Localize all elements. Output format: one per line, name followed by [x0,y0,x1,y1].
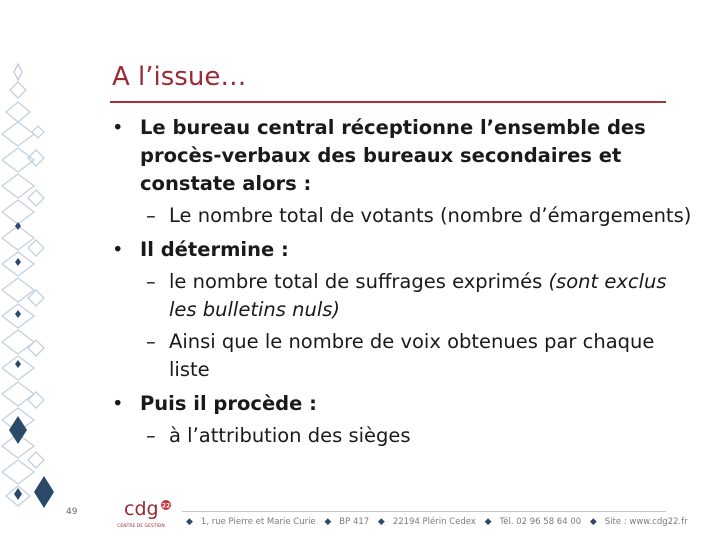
bullet-item [110,236,700,264]
title-underline [110,101,666,103]
footer-contact [186,517,694,527]
diamond-icon: ◆ [589,517,597,527]
bullet-text: Le bureau central réceptionne l’ensemble des procès-verbaux des bureaux secondaires et constate alors : [140,116,646,195]
diamond-icon: ◆ [377,517,385,527]
diamond-icon: ◆ [186,517,193,527]
footer-website[interactable]: Site : www.cdg22.fr [604,517,688,527]
bullet-list [110,114,700,450]
bullet-text: Puis il procède : [140,392,317,415]
footer-divider [182,511,666,512]
diamond-icon: ◆ [324,517,332,527]
bullet-marker: • [112,116,124,139]
bullet-marker: • [112,392,124,415]
slide-title: A l’issue… [112,62,247,92]
sub-bullet-text: à l’attribution des sièges [169,424,411,447]
sub-bullet-text: le nombre total de suffrages exprimés [169,270,549,293]
logo-text: cdg [124,498,159,520]
sub-bullet-italic-text: (sont exclus les bulletins nuls) [169,270,667,321]
page-number: 49 [66,507,78,517]
logo-caption: CENTRE DE GESTION [117,524,165,529]
sub-bullet-item [110,268,700,324]
footer-bp: BP 417 [339,517,370,527]
sub-bullet-item [110,422,700,450]
footer-address: 1, rue Pierre et Marie Curie [200,517,316,527]
diamond-icon: ◆ [484,517,492,527]
diamond-pattern-decoration [0,0,60,520]
bullet-item [110,114,700,198]
sub-bullet-item [110,328,700,384]
dash-marker: – [146,424,156,447]
dash-marker: – [146,270,156,293]
bullet-marker: • [112,238,124,261]
dash-marker: – [146,204,156,227]
footer-city: 22194 Plérin Cedex [392,517,476,527]
logo-number: 22 [161,502,171,510]
footer-phone: Tél. 02 96 58 64 00 [499,517,582,527]
sub-bullet-text: Ainsi que le nombre de voix obtenues par chaque liste [169,330,655,381]
sub-bullet-item [110,202,700,230]
bullet-text: Il détermine : [140,238,289,261]
bullet-item [110,390,700,418]
sub-bullet-text: Le nombre total de votants (nombre d’émargements) [169,204,692,227]
dash-marker: – [146,330,156,353]
cdg22-logo [110,493,172,535]
